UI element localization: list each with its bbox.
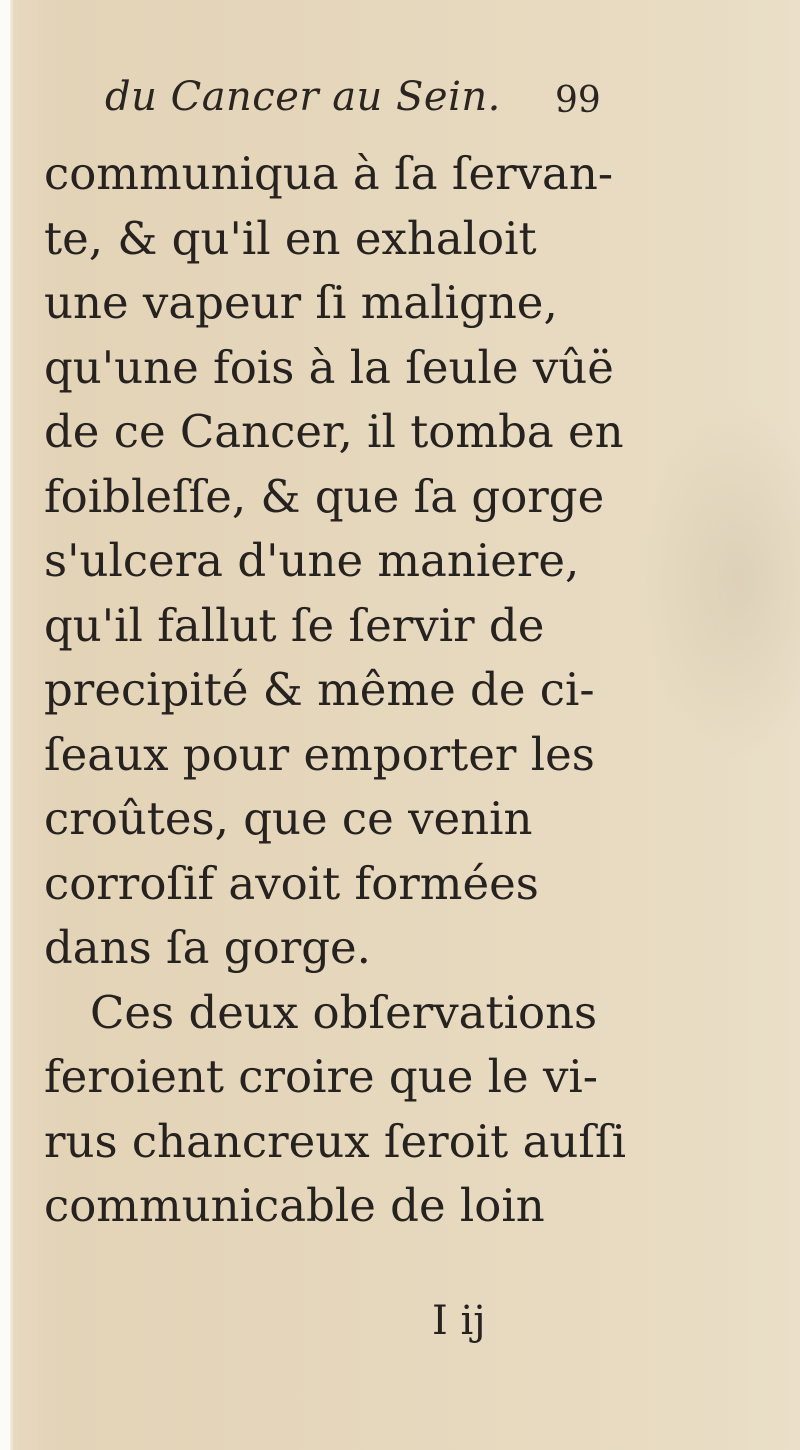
text-line: corroſif avoit formées bbox=[44, 856, 539, 910]
page-gutter bbox=[0, 0, 10, 1450]
text-line: qu'une fois à la ſeule vûë bbox=[44, 340, 614, 394]
text-line: une vapeur ſi maligne, bbox=[44, 276, 558, 329]
page-number: 99 bbox=[555, 80, 601, 121]
text-line: feroient croire que le vi- bbox=[44, 1050, 598, 1103]
body-text bbox=[44, 142, 634, 1239]
text-line: croûtes, que ce venin bbox=[44, 792, 533, 845]
text-line: communiqua à ſa ſervan- bbox=[44, 147, 614, 200]
text-line: qu'il fallut ſe ſervir de bbox=[44, 598, 545, 652]
text-line: foibleſſe, & que ſa gorge bbox=[44, 469, 605, 523]
text-line: de ce Cancer, il tomba en bbox=[44, 405, 624, 458]
text-line: rus chancreux ſeroit auſſi bbox=[44, 1114, 627, 1168]
text-line: precipité & même de ci- bbox=[44, 663, 595, 716]
paragraph-start-line: Ces deux obſervations bbox=[90, 985, 598, 1039]
signature-mark: I ij bbox=[432, 1298, 486, 1344]
text-line: s'ulcera d'une maniere, bbox=[44, 534, 580, 587]
page-header bbox=[0, 66, 800, 136]
paper-stain bbox=[640, 400, 800, 760]
text-line: communicable de loin bbox=[44, 1179, 545, 1232]
text-line: dans ſa gorge. bbox=[44, 921, 371, 974]
text-line: ſeaux pour emporter les bbox=[44, 727, 595, 781]
text-line: te, & qu'il en exhaloit bbox=[44, 211, 537, 265]
running-title: du Cancer au Sein. bbox=[105, 74, 501, 120]
